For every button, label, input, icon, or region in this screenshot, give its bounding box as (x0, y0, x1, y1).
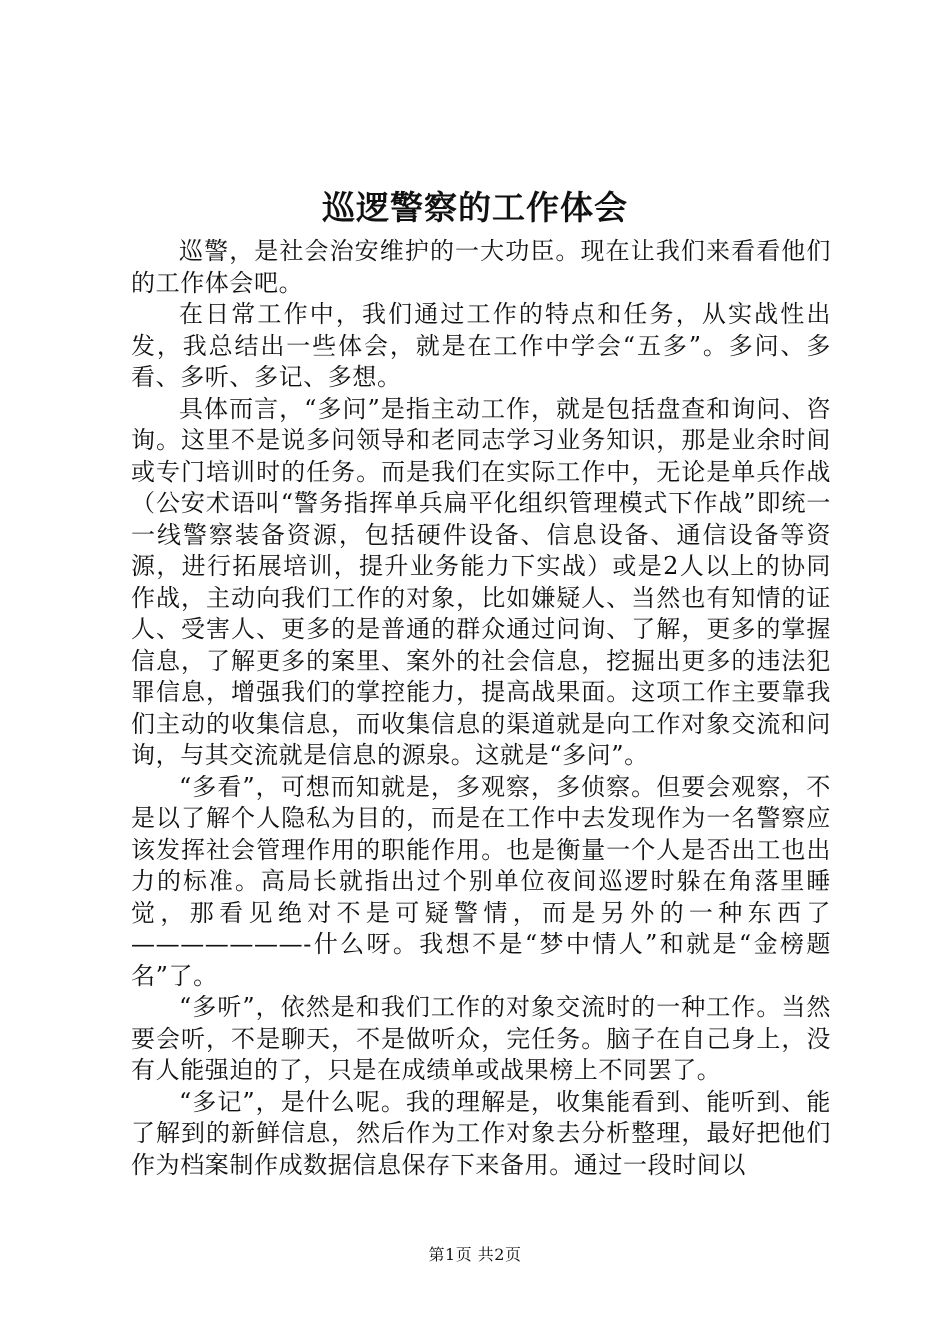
document-body (131, 236, 831, 1181)
paragraph-ask-more: 具体而言，“多问”是指主动工作，就是包括盘查和询问、咨询。这里不是说多问领导和老同志学习业务知识，那是业余时间或专门培训时的任务。而是我们在实际工作中，无论是单兵作战（公安术语叫“警务指挥单兵扁平化组织管理模式下作战”即统一一线警察装备资源，包括硬件设备、信息设备、通信设备等资源，进行拓展培训，提升业务能力下实战）或是2人以上的协同作战，主动向我们工作的对象，比如嫌疑人、当然也有知情的证人、受害人、更多的是普通的群众通过问询、了解，更多的掌握信息，了解更多的案里、案外的社会信息，挖掘出更多的违法犯罪信息，增强我们的掌控能力，提高战果面。这项工作主要靠我们主动的收集信息，而收集信息的渠道就是向工作对象交流和问询，与其交流就是信息的源泉。这就是“多问”。 (131, 394, 831, 769)
paragraph-intro: 巡警，是社会治安维护的一大功臣。现在让我们来看看他们的工作体会吧。 (131, 237, 831, 297)
document-title: 巡逻警察的工作体会 (322, 188, 628, 227)
page-number-footer: 第1页 共2页 (428, 1245, 522, 1264)
paragraph-listen-more: “多听”，依然是和我们工作的对象交流时的一种工作。当然要会听，不是聊天，不是做听众，完任务。脑子在自己身上，没有人能强迫的了，只是在成绩单或战果榜上不同罢了。 (131, 993, 831, 1084)
paragraph-record-more: “多记”，是什么呢。我的理解是，收集能看到、能听到、能了解到的新鲜信息，然后作为工作对象去分析整理，最好把他们作为档案制作成数据信息保存下来备用。通过一段时间以 (131, 1087, 831, 1179)
paragraph-look-more: “多看”，可想而知就是，多观察，多侦察。但要会观察，不是以了解个人隐私为目的，而是在工作中去发现作为一名警察应该发挥社会管理作用的职能作用。也是衡量一个人是否出工也出力的标准。高局长就指出过个别单位夜间巡逻时躲在角落里睡觉，那看见绝对不是可疑警情，而是另外的一种东西了———————-什么呀。我想不是“梦中情人”和就是“金榜题名”了。 (131, 772, 831, 990)
paragraph-five-mores: 在日常工作中，我们通过工作的特点和任务，从实战性出发，我总结出一些体会，就是在工作中学会“五多”。多问、多看、多听、多记、多想。 (131, 300, 831, 391)
